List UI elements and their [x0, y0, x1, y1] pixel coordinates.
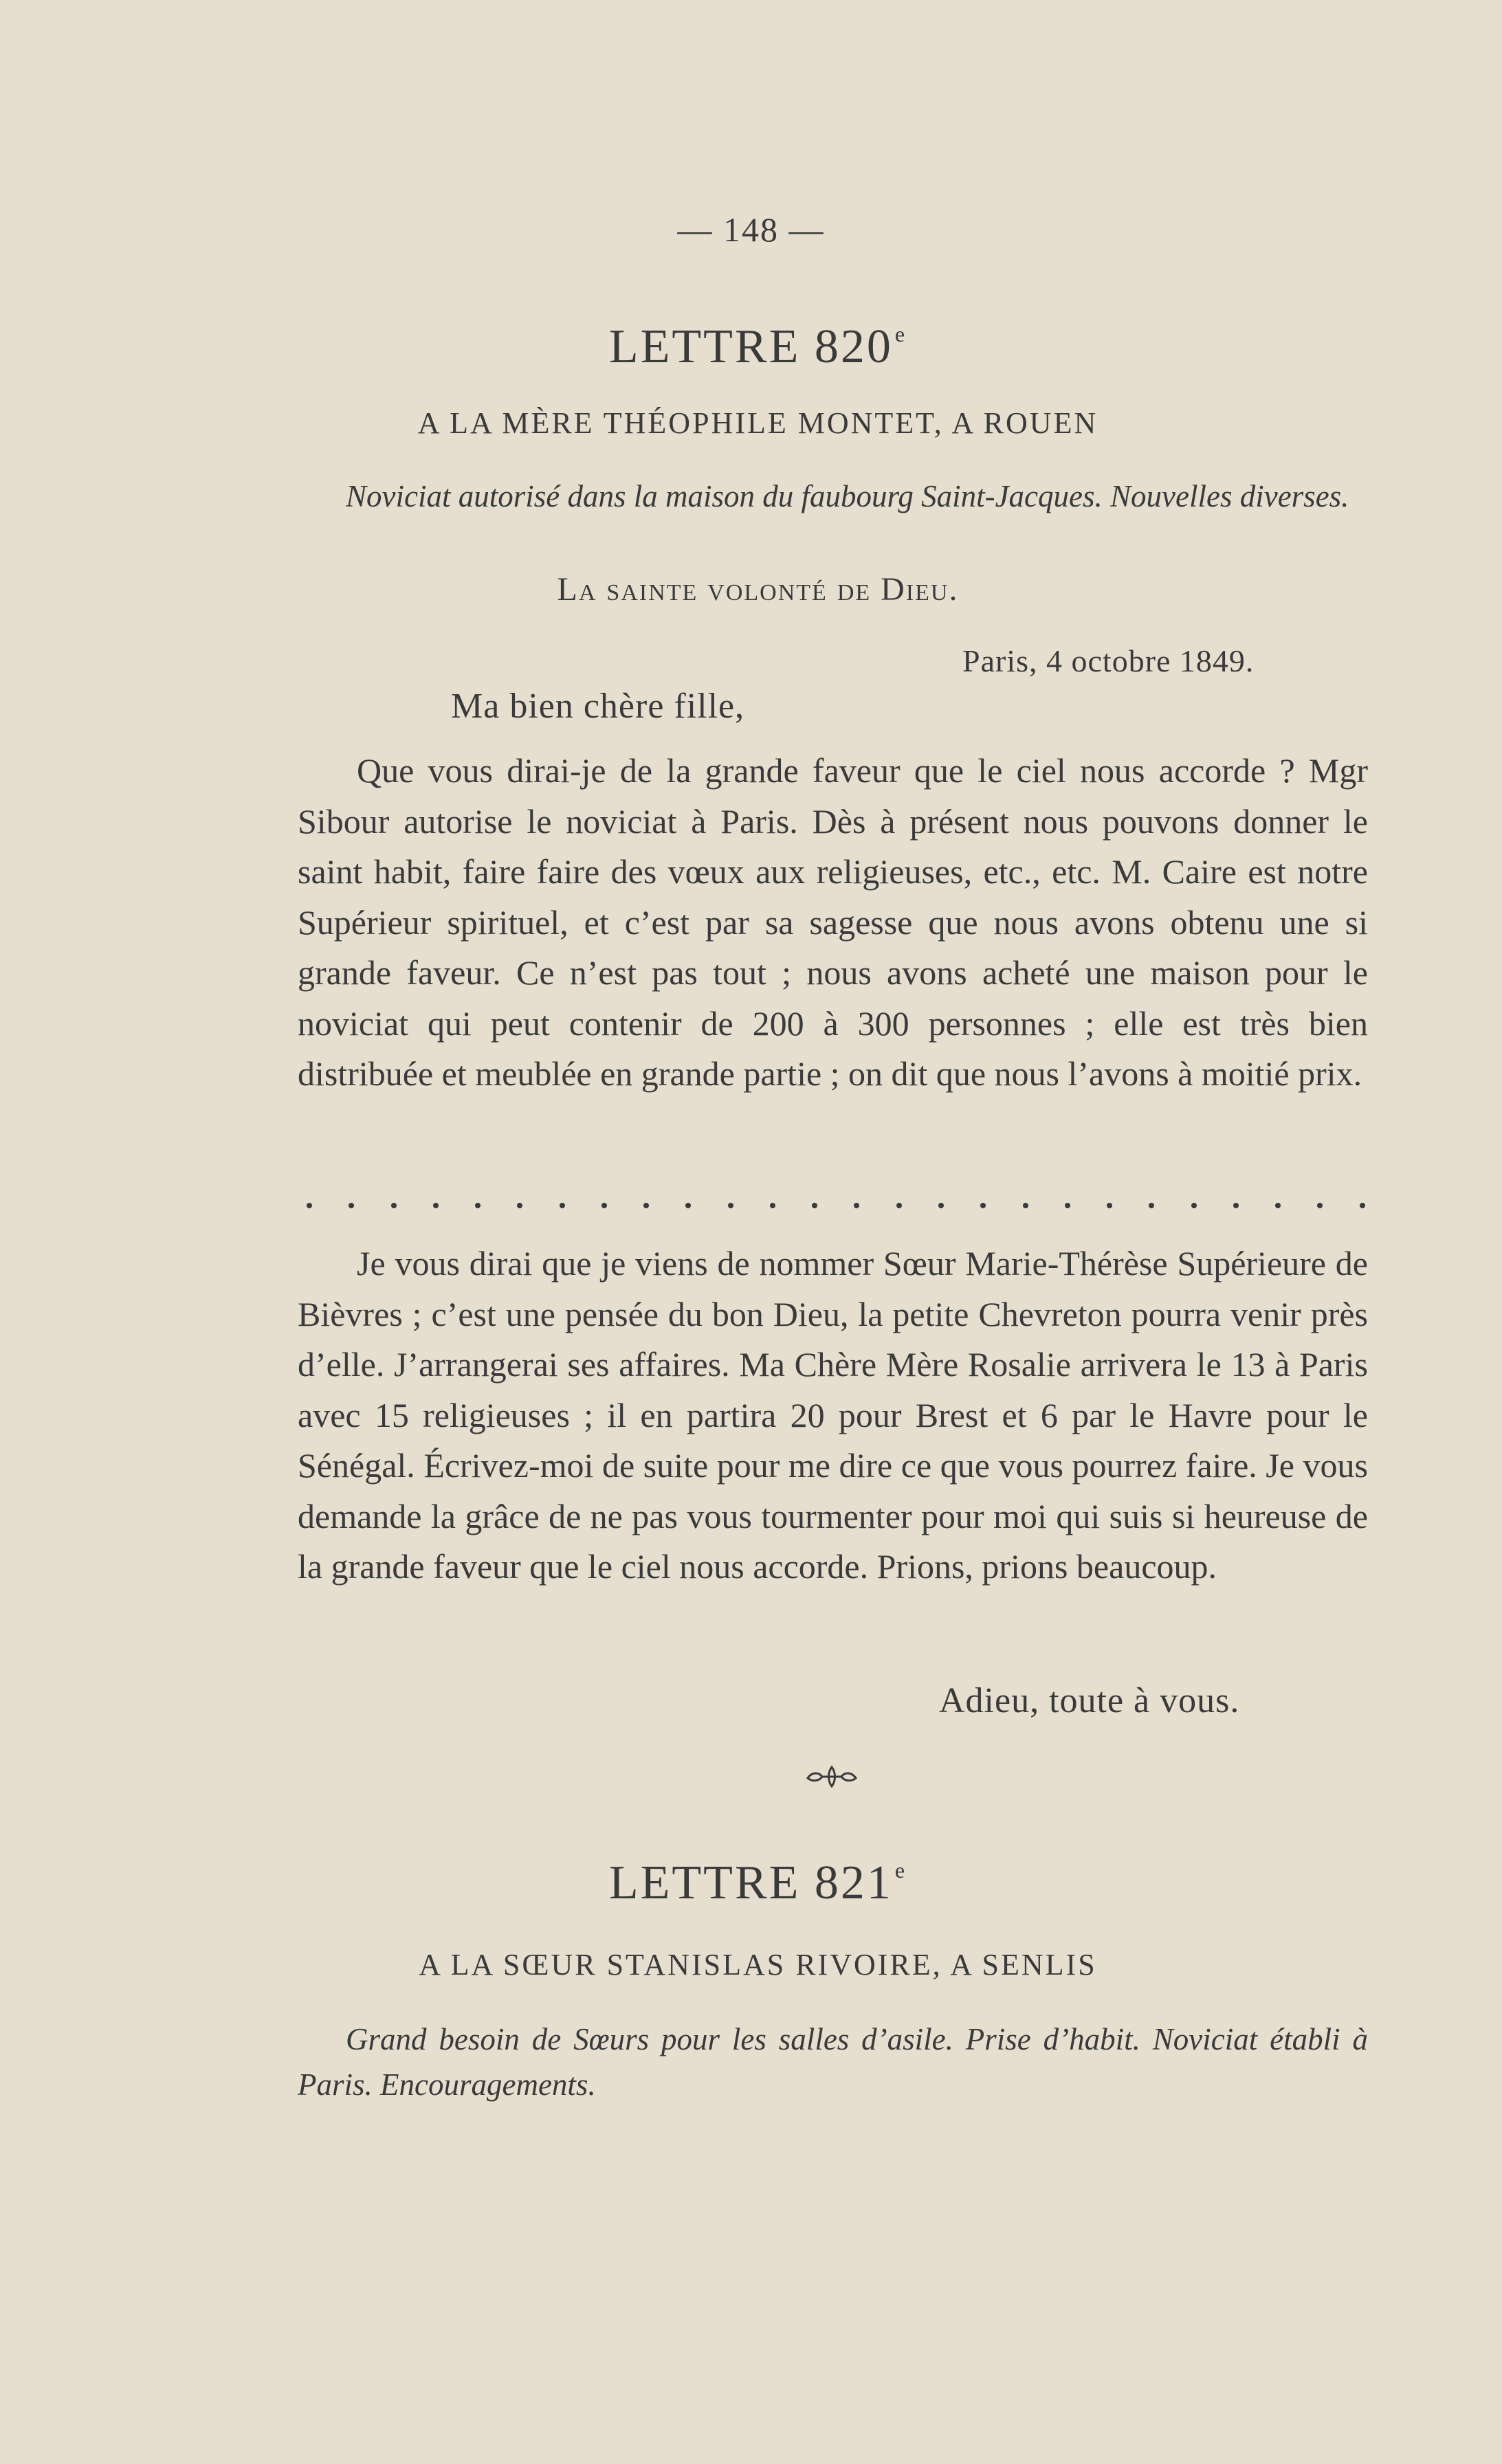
- letter-821-title-text: LETTRE 821: [608, 1856, 893, 1909]
- letter-820-title-superscript: e: [894, 322, 907, 346]
- letter-820-closing: Adieu, toute à vous.: [939, 1681, 1240, 1720]
- fleuron-ornament-icon: [804, 1763, 859, 1790]
- letter-820-body-part-2: [298, 1239, 1368, 1592]
- letter-821-summary: Grand besoin de Sœurs pour les salles d’asile. Prise d’habit. Noviciat établi à Paris. Encouragements.: [298, 2022, 1368, 2102]
- letter-820-recipient: A LA MÈRE THÉOPHILE MONTET, A ROUEN: [417, 406, 1098, 440]
- ellipsis-dot-leader: [307, 1203, 1365, 1208]
- letter-820-salutation: Ma bien chère fille,: [451, 687, 745, 726]
- page-number: — 148 —: [677, 210, 825, 249]
- letter-821-recipient: A LA SŒUR STANISLAS RIVOIRE, A SENLIS: [419, 1948, 1097, 1982]
- letter-820-paragraph-1: Que vous dirai-je de la grande faveur que le ciel nous accorde ? Mgr Sibour autorise le noviciat à Paris. Dès à présent nous pouvons donner le saint habit, faire faire des vœux aux religieuses, etc., etc. M. Caire est notre Supérieur spirituel, et c’est par sa sagesse que nous avons obtenu une si grande faveur. Ce n’est pas tout ; nous avons acheté une maison pour le noviciat qui peut contenir de 200 à 300 personnes ; elle est très bien distribuée et meublée en grande partie ; on dit que nous l’avons à moitié prix.: [298, 751, 1368, 1093]
- letter-820-body-part-1: [298, 746, 1368, 1100]
- letter-821-title: [0, 1856, 1502, 1911]
- letter-820-place-date: Paris, 4 octobre 1849.: [962, 643, 1255, 678]
- letter-820-title-text: LETTRE 820: [608, 320, 893, 373]
- letter-820-paragraph-2: Je vous dirai que je viens de nommer Sœur Marie-Thérèse Supérieure de Bièvres ; c’est une pensée du bon Dieu, la petite Chevreton pourra venir près d’elle. J’arrangerai ses affaires. Ma Chère Mère Rosalie arrivera le 13 à Paris avec 15 religieuses ; il en partira 20 pour Brest et 6 par le Havre pour le Sénégal. Écrivez-moi de suite pour me dire ce que vous pourrez faire. Je vous demande la grâce de ne pas vous tourmenter pour moi qui suis si heureuse de la grande faveur que le ciel nous accorde. Prions, prions beaucoup.: [298, 1244, 1368, 1586]
- letter-821-title-superscript: e: [894, 1858, 907, 1883]
- letter-820-title: [0, 320, 1502, 375]
- letter-820-summary: Noviciat autorisé dans la maison du faubourg Saint-Jacques. Nouvelles diverses.: [346, 479, 1349, 513]
- letter-820-motto: La sainte volonté de Dieu.: [557, 571, 959, 608]
